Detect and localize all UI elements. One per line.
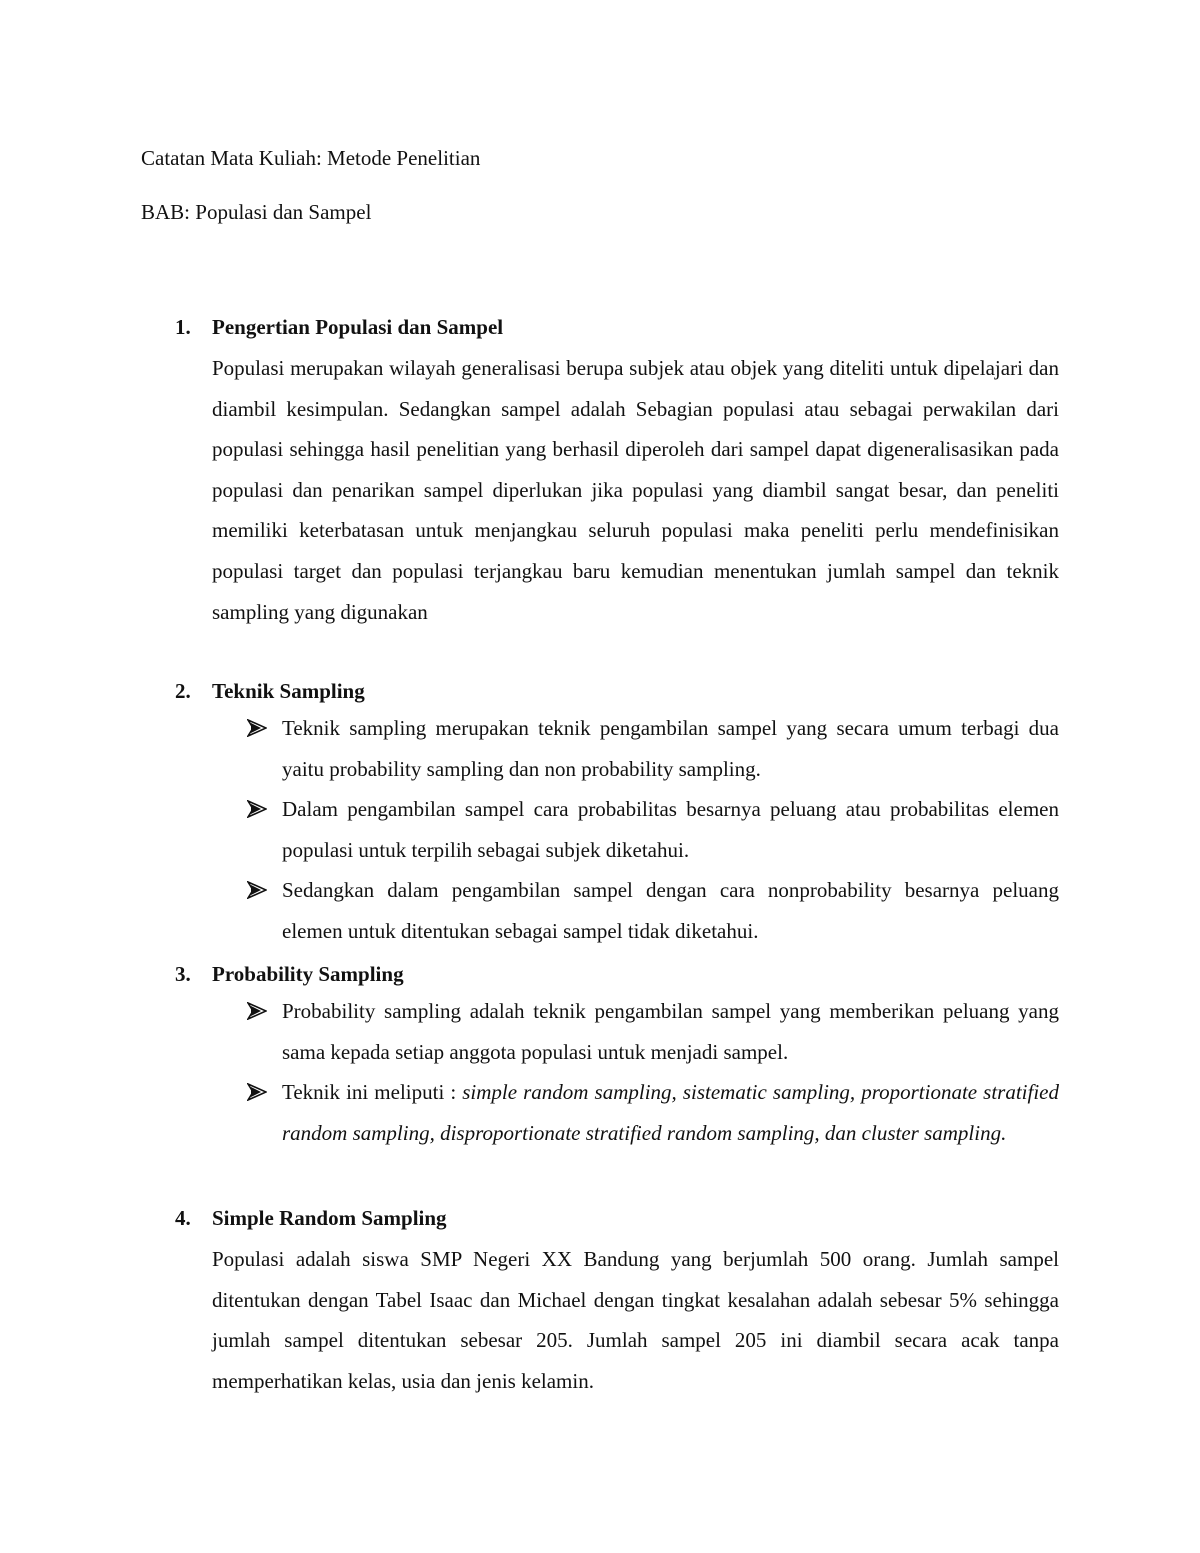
section-title: Pengertian Populasi dan Sampel (212, 315, 504, 339)
section-4 (141, 1203, 1061, 1401)
list-item (247, 870, 1059, 951)
section-paragraph: Populasi merupakan wilayah generalisasi berupa subjek atau objek yang diteliti untuk dipelajari dan diambil kesimpulan. Sedangkan sampel adalah Sebagian populasi atau sebagai perwakilan dari populasi sehingga hasil penelitian yang berhasil diperoleh dari sampel dapat digeneralisasikan pada populasi dan penarikan sampel diperlukan jika populasi yang diambil sangat besar, dan peneliti memiliki keterbatasan untuk menjangkau seluruh populasi maka peneliti perlu mendefinisikan populasi target dan populasi terjangkau baru kemudian menentukan jumlah sampel dan teknik sampling yang digunakan (212, 356, 1059, 624)
bullet-text-intro: Teknik ini meliputi : (282, 1080, 463, 1105)
section-number: 1. (175, 315, 191, 339)
section-number: 3. (175, 962, 191, 986)
bullet-text: Dalam pengambilan sampel cara probabilitas besarnya peluang atau probabilitas elemen populasi untuk terpilih sebagai subjek diketahui. (282, 797, 1059, 862)
section-number: 2. (175, 679, 191, 703)
chapter-title: BAB: Populasi dan Sampel (141, 200, 372, 224)
section-2 (141, 676, 1061, 952)
arrowhead-bullet-icon (247, 991, 269, 1031)
list-item (247, 789, 1059, 870)
arrowhead-bullet-icon (247, 1072, 269, 1112)
list-item (247, 708, 1059, 789)
bullet-text: Probability sampling adalah teknik pengambilan sampel yang memberikan peluang yang sama kepada setiap anggota populasi untuk menjadi sampel. (282, 999, 1059, 1064)
bullet-text: Sedangkan dalam pengambilan sampel dengan cara nonprobability besarnya peluang elemen untuk ditentukan sebagai sampel tidak diketahui. (282, 878, 1059, 943)
section-heading (141, 312, 1061, 342)
section-title: Probability Sampling (212, 962, 404, 986)
section-heading (141, 1203, 1061, 1233)
section-3 (141, 959, 1061, 1153)
bullet-list (247, 991, 1059, 1153)
section-title: Simple Random Sampling (212, 1206, 447, 1230)
list-item (247, 991, 1059, 1072)
section-title: Teknik Sampling (212, 679, 365, 703)
arrowhead-bullet-icon (247, 708, 269, 748)
list-item (247, 1072, 1059, 1153)
bullet-list (247, 708, 1059, 952)
section-heading (141, 959, 1061, 989)
arrowhead-bullet-icon (247, 789, 269, 829)
section-paragraph: Populasi adalah siswa SMP Negeri XX Bandung yang berjumlah 500 orang. Jumlah sampel ditentukan dengan Tabel Isaac dan Michael dengan tingkat kesalahan adalah sebesar 5% sehingga jumlah sampel ditentukan sebesar 205. Jumlah sampel 205 ini diambil secara acak tanpa memperhatikan kelas, usia dan jenis kelamin. (212, 1247, 1059, 1393)
arrowhead-bullet-icon (247, 870, 269, 910)
document-title: Catatan Mata Kuliah: Metode Penelitian (141, 146, 481, 170)
section-number: 4. (175, 1206, 191, 1230)
section-heading (141, 676, 1061, 706)
technique-list: simple random sampling, sistematic sampling, proportionate stratified random sampling, disproportionate stratified random sampling, dan cluster sampling. (282, 1080, 1059, 1145)
bullet-text: Teknik sampling merupakan teknik pengambilan sampel yang secara umum terbagi dua yaitu probability sampling dan non probability sampling. (282, 716, 1059, 781)
section-1 (141, 312, 1061, 632)
